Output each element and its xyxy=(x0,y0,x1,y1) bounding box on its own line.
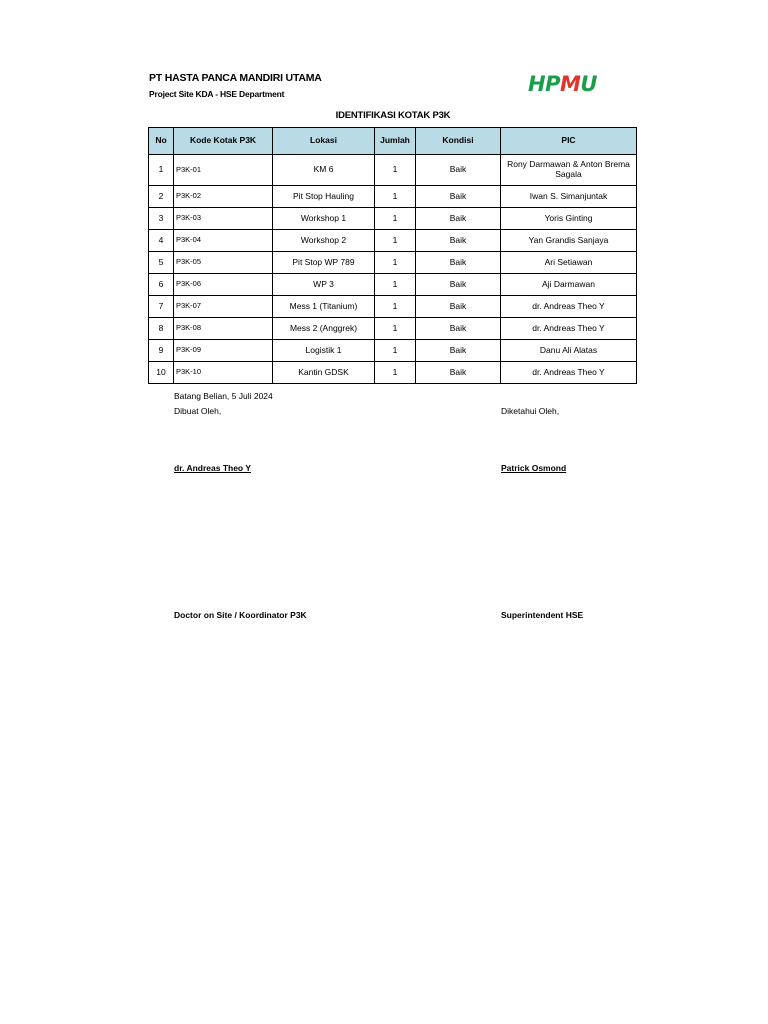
table-row xyxy=(149,274,637,296)
col-header-jumlah: Jumlah xyxy=(375,128,416,155)
cell-kode: P3K-07 xyxy=(174,296,273,318)
table-row xyxy=(149,208,637,230)
cell-lokasi: Kantin GDSK xyxy=(273,362,375,384)
table-body xyxy=(149,155,637,384)
cell-jumlah: 1 xyxy=(375,296,416,318)
cell-lokasi: WP 3 xyxy=(273,274,375,296)
table-row xyxy=(149,362,637,384)
cell-kondisi: Baik xyxy=(416,362,501,384)
cell-no: 7 xyxy=(149,296,174,318)
logo-text-part3: U xyxy=(580,72,597,96)
cell-jumlah: 1 xyxy=(375,230,416,252)
table-row xyxy=(149,186,637,208)
cell-pic: dr. Andreas Theo Y xyxy=(501,362,637,384)
cell-kode: P3K-04 xyxy=(174,230,273,252)
col-header-pic: PIC xyxy=(501,128,637,155)
table-row xyxy=(149,296,637,318)
cell-pic: Rony Darmawan & Anton Brema Sagala xyxy=(501,155,637,186)
cell-pic: dr. Andreas Theo Y xyxy=(501,318,637,340)
cell-kode: P3K-08 xyxy=(174,318,273,340)
logo-text-part2: M xyxy=(559,72,581,96)
cell-lokasi: Workshop 1 xyxy=(273,208,375,230)
cell-no: 5 xyxy=(149,252,174,274)
department-subtitle: Project Site KDA - HSE Department xyxy=(149,89,285,99)
cell-no: 1 xyxy=(149,155,174,186)
cell-jumlah: 1 xyxy=(375,252,416,274)
cell-jumlah: 1 xyxy=(375,274,416,296)
cell-kondisi: Baik xyxy=(416,296,501,318)
cell-lokasi: Workshop 2 xyxy=(273,230,375,252)
made-by-label: Dibuat Oleh, xyxy=(174,406,222,416)
table-row xyxy=(149,252,637,274)
cell-kondisi: Baik xyxy=(416,318,501,340)
cell-no: 6 xyxy=(149,274,174,296)
cell-kode: P3K-01 xyxy=(174,155,273,186)
cell-pic: Iwan S. Simanjuntak xyxy=(501,186,637,208)
cell-jumlah: 1 xyxy=(375,155,416,186)
cell-jumlah: 1 xyxy=(375,318,416,340)
document-title: IDENTIFIKASI KOTAK P3K xyxy=(335,110,451,121)
cell-pic: Danu Ali Alatas xyxy=(501,340,637,362)
cell-pic: Yan Grandis Sanjaya xyxy=(501,230,637,252)
col-header-lokasi: Lokasi xyxy=(273,128,375,155)
cell-kondisi: Baik xyxy=(416,208,501,230)
cell-pic: Ari Setiawan xyxy=(501,252,637,274)
company-logo xyxy=(528,74,597,95)
cell-jumlah: 1 xyxy=(375,340,416,362)
cell-lokasi: Logistik 1 xyxy=(273,340,375,362)
known-by-position: Superintendent HSE xyxy=(501,610,584,620)
table-row xyxy=(149,318,637,340)
cell-pic: Aji Darmawan xyxy=(501,274,637,296)
cell-kode: P3K-09 xyxy=(174,340,273,362)
col-header-no: No xyxy=(149,128,174,155)
cell-no: 3 xyxy=(149,208,174,230)
known-by-label: Diketahui Oleh, xyxy=(501,406,560,416)
cell-no: 10 xyxy=(149,362,174,384)
cell-lokasi: KM 6 xyxy=(273,155,375,186)
cell-kondisi: Baik xyxy=(416,274,501,296)
cell-jumlah: 1 xyxy=(375,186,416,208)
logo-text-part1: HP xyxy=(528,72,560,96)
p3k-table xyxy=(148,127,637,384)
place-date: Batang Belian, 5 Juli 2024 xyxy=(174,391,273,401)
cell-kondisi: Baik xyxy=(416,252,501,274)
col-header-kondisi: Kondisi xyxy=(416,128,501,155)
cell-kode: P3K-05 xyxy=(174,252,273,274)
cell-kode: P3K-03 xyxy=(174,208,273,230)
cell-lokasi: Pit Stop WP 789 xyxy=(273,252,375,274)
made-by-name: dr. Andreas Theo Y xyxy=(174,463,251,473)
cell-kondisi: Baik xyxy=(416,155,501,186)
table-row xyxy=(149,230,637,252)
known-by-name: Patrick Osmond xyxy=(501,463,567,473)
table-row xyxy=(149,340,637,362)
cell-no: 8 xyxy=(149,318,174,340)
cell-kode: P3K-10 xyxy=(174,362,273,384)
cell-no: 4 xyxy=(149,230,174,252)
cell-kode: P3K-02 xyxy=(174,186,273,208)
cell-no: 2 xyxy=(149,186,174,208)
cell-lokasi: Pit Stop Hauling xyxy=(273,186,375,208)
cell-lokasi: Mess 2 (Anggrek) xyxy=(273,318,375,340)
cell-jumlah: 1 xyxy=(375,208,416,230)
cell-kondisi: Baik xyxy=(416,186,501,208)
table-header-row xyxy=(149,128,637,155)
table-row xyxy=(149,155,637,186)
cell-jumlah: 1 xyxy=(375,362,416,384)
cell-lokasi: Mess 1 (Titanium) xyxy=(273,296,375,318)
cell-kode: P3K-06 xyxy=(174,274,273,296)
company-name: PT HASTA PANCA MANDIRI UTAMA xyxy=(149,72,322,84)
cell-kondisi: Baik xyxy=(416,340,501,362)
made-by-position: Doctor on Site / Koordinator P3K xyxy=(174,610,307,620)
col-header-kode: Kode Kotak P3K xyxy=(174,128,273,155)
cell-kondisi: Baik xyxy=(416,230,501,252)
cell-no: 9 xyxy=(149,340,174,362)
cell-pic: dr. Andreas Theo Y xyxy=(501,296,637,318)
cell-pic: Yoris Ginting xyxy=(501,208,637,230)
